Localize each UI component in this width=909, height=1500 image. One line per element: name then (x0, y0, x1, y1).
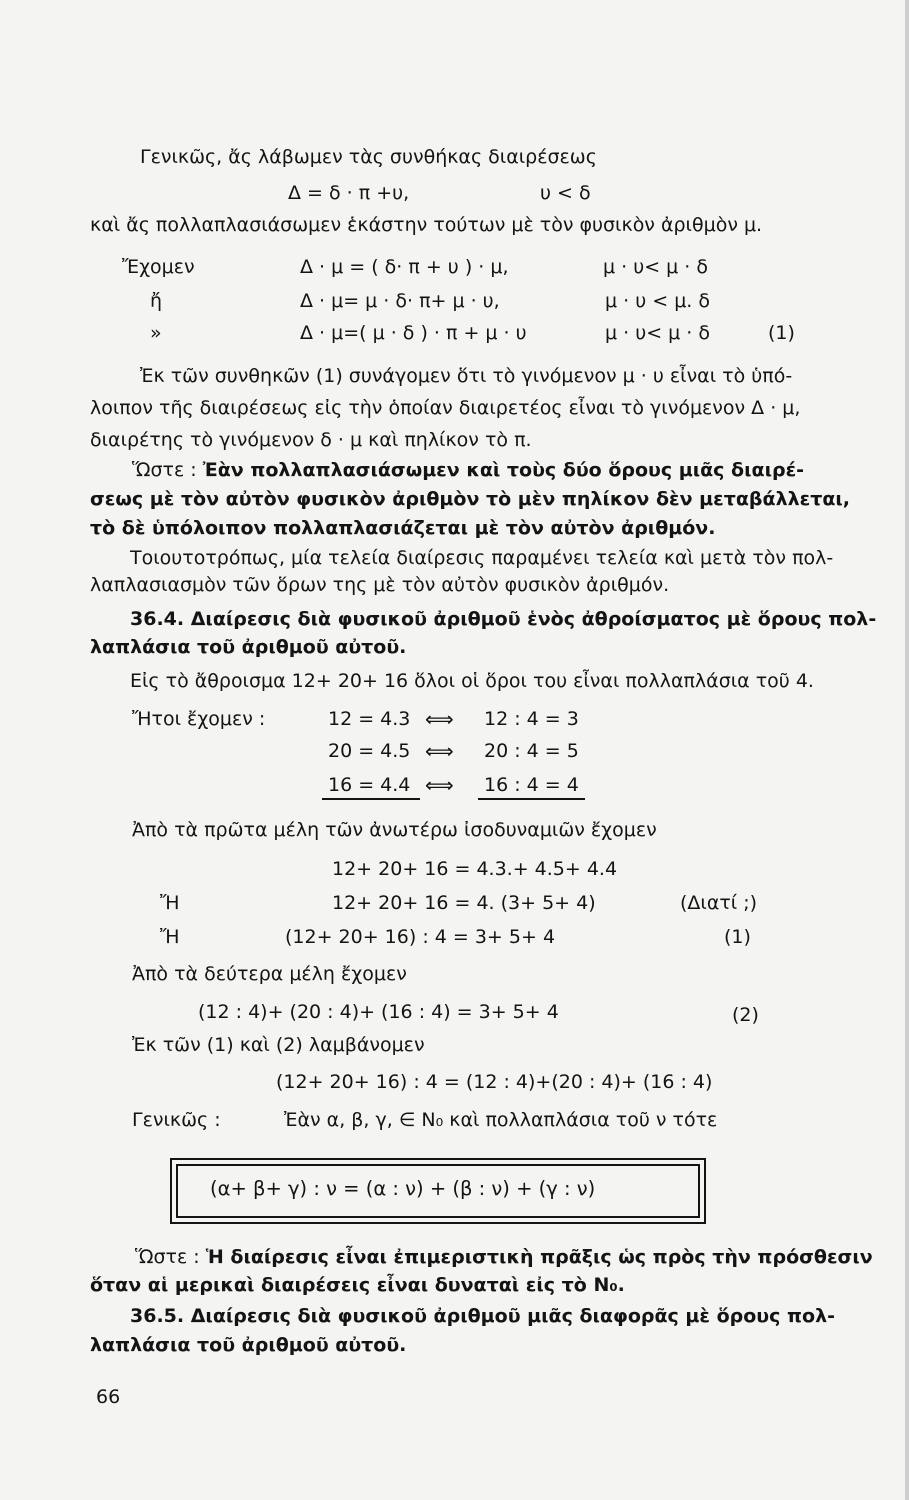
rule2-text-1: Ἡ διαίρεσις εἶναι ἐπιμεριστικὴ πρᾶξις ὡς πρὸς τὴν πρόσθεσιν (205, 1246, 873, 1268)
equivalences-label: Ἤτοι ἔχομεν : (132, 708, 266, 730)
equiv-arrow-2: ⟺ (425, 739, 454, 763)
section-365-heading-1: 36.5. Διαίρεσις διὰ φυσικοῦ ἀριθμοῦ μιᾶς διαφορᾶς μὲ ὅρους πολ- (130, 1305, 835, 1327)
boxed-formula: (α+ β+ γ) : ν = (α : ν) + (β : ν) + (γ : ν) (210, 1177, 596, 1200)
rule1-line-2: σεως μὲ τὸν αὐτὸν φυσικὸν ἀριθμὸν τὸ μὲν πηλίκον δὲν μεταβάλλεται, (90, 488, 850, 510)
perfect-line-1: Τοιουτοτρόπως, μία τελεία διαίρεσις παραμένει τελεία καὶ μετὰ τὸν πολ- (130, 547, 834, 569)
rule1-text-1: Ἐὰν πολλαπλασιάσωμεν καὶ τοὺς δύο ὅρους μιᾶς διαιρέ- (202, 459, 805, 481)
rule1-prefix: Ὥστε : (132, 459, 203, 481)
intro-line-1: Γενικῶς, ἄς λάβωμεν τὰς συνθήκας διαιρέσεως (140, 146, 597, 168)
rule1-line-1 (132, 458, 804, 482)
rule2-line-1 (135, 1245, 873, 1269)
perfect-line-2: λαπλασιασμὸν τῶν ὅρων της μὲ τὸν αὐτὸν φυσικὸν ἀριθμόν. (90, 574, 670, 596)
section-364-heading-2: λαπλάσια τοῦ ἀριθμοῦ αὐτοῦ. (90, 636, 407, 658)
first-members-eq-2: 12+ 20+ 16 = 4. (3+ 5+ 4) (332, 892, 596, 914)
second-members-intro: Ἀπὸ τὰ δεύτερα μέλη ἔχομεν (132, 963, 407, 985)
equiv-right-2: 20 : 4 = 5 (484, 740, 579, 762)
derivation-tag-3: (1) (768, 322, 795, 344)
equiv-left-1: 12 = 4.3 (328, 708, 411, 730)
general-text: Ἐὰν α, β, γ, ∈ N₀ καὶ πολλαπλάσια τοῦ ν τότε (284, 1109, 718, 1131)
division-conditions-inequality: υ < δ (540, 182, 591, 204)
first-members-intro: Ἀπὸ τὰ πρῶτα μέλη τῶν ἀνωτέρω ἰσοδυναμιῶν ἔχομεν (132, 819, 657, 841)
rule2-line-2: ὅταν αἱ μερικαὶ διαιρέσεις εἶναι δυναταὶ εἰς τὸ N₀. (90, 1274, 625, 1296)
derivation-ineq-1: μ · υ< μ · δ (603, 256, 708, 278)
section-365-heading-2: λαπλάσια τοῦ ἀριθμοῦ αὐτοῦ. (90, 1334, 407, 1356)
first-members-label-2: Ἤ (160, 892, 180, 914)
conclusion-line-1: Ἐκ τῶν συνθηκῶν (1) συνάγομεν ὅτι τὸ γινόμενον μ · υ εἶναι τὸ ὑπό- (140, 365, 793, 387)
first-members-eq-3: (12+ 20+ 16) : 4 = 3+ 5+ 4 (285, 926, 556, 948)
division-conditions-equation: Δ = δ · π +υ, (288, 182, 410, 204)
first-members-eq-1: 12+ 20+ 16 = 4.3.+ 4.5+ 4.4 (332, 858, 618, 880)
derivation-ineq-3: μ · υ< μ · δ (605, 322, 710, 344)
derivation-eq-3: Δ · μ=( μ · δ ) · π + μ · υ (300, 322, 527, 344)
section-364-heading-1: 36.4. Διαίρεσις διὰ φυσικοῦ ἀριθμοῦ ἑνὸς ἀθροίσματος μὲ ὅρους πολ- (130, 608, 877, 630)
derivation-label-3: » (150, 322, 162, 344)
equiv-left-3: 16 = 4.4 (322, 773, 420, 800)
combine-eq: (12+ 20+ 16) : 4 = (12 : 4)+(20 : 4)+ (16 : 4) (276, 1071, 713, 1093)
combine-intro: Ἐκ τῶν (1) καὶ (2) λαμβάνομεν (132, 1034, 425, 1056)
derivation-label-1: Ἔχομεν (122, 256, 195, 278)
equiv-right-3: 16 : 4 = 4 (478, 773, 585, 800)
equiv-arrow-1: ⟺ (425, 707, 454, 731)
intro-line-2: καὶ ἄς πολλαπλασιάσωμεν ἑκάστην τούτων μὲ τὸν φυσικὸν ἀριθμὸν μ. (90, 214, 763, 236)
second-members-eq: (12 : 4)+ (20 : 4)+ (16 : 4) = 3+ 5+ 4 (198, 1001, 559, 1023)
sum-intro: Εἰς τὸ ἄθροισμα 12+ 20+ 16 ὅλοι οἱ ὅροι του εἶναι πολλαπλάσια τοῦ 4. (130, 670, 814, 692)
equiv-right-1: 12 : 4 = 3 (484, 708, 579, 730)
rule2-prefix: Ὥστε : (135, 1246, 206, 1268)
derivation-eq-2: Δ · μ= μ · δ· π+ μ · υ, (300, 290, 500, 312)
derivation-label-2: ἤ (150, 290, 163, 312)
conclusion-line-2: λοιπον τῆς διαιρέσεως εἰς τὴν ὁποίαν διαιρετέος εἶναι τὸ γινόμενον Δ · μ, (90, 397, 801, 419)
first-members-label-3: Ἤ (160, 926, 180, 948)
first-members-note: (Διατί ;) (680, 892, 758, 914)
derivation-eq-1: Δ · μ = ( δ· π + υ ) · μ, (300, 256, 509, 278)
equiv-left-2: 20 = 4.5 (328, 740, 411, 762)
page-edge-shadow (905, 0, 909, 1500)
equiv-arrow-3: ⟺ (425, 773, 454, 797)
conclusion-line-3: διαιρέτης τὸ γινόμενον δ · μ καὶ πηλίκον τὸ π. (90, 429, 532, 451)
second-members-tag: (2) (732, 1004, 759, 1026)
rule1-line-3: τὸ δὲ ὑπόλοιπον πολλαπλασιάζεται μὲ τὸν αὐτὸν ἀριθμόν. (90, 517, 716, 539)
general-label: Γενικῶς : (132, 1109, 221, 1131)
page-number: 66 (96, 1386, 121, 1408)
first-members-tag: (1) (724, 926, 751, 948)
derivation-ineq-2: μ · υ < μ. δ (605, 290, 710, 312)
